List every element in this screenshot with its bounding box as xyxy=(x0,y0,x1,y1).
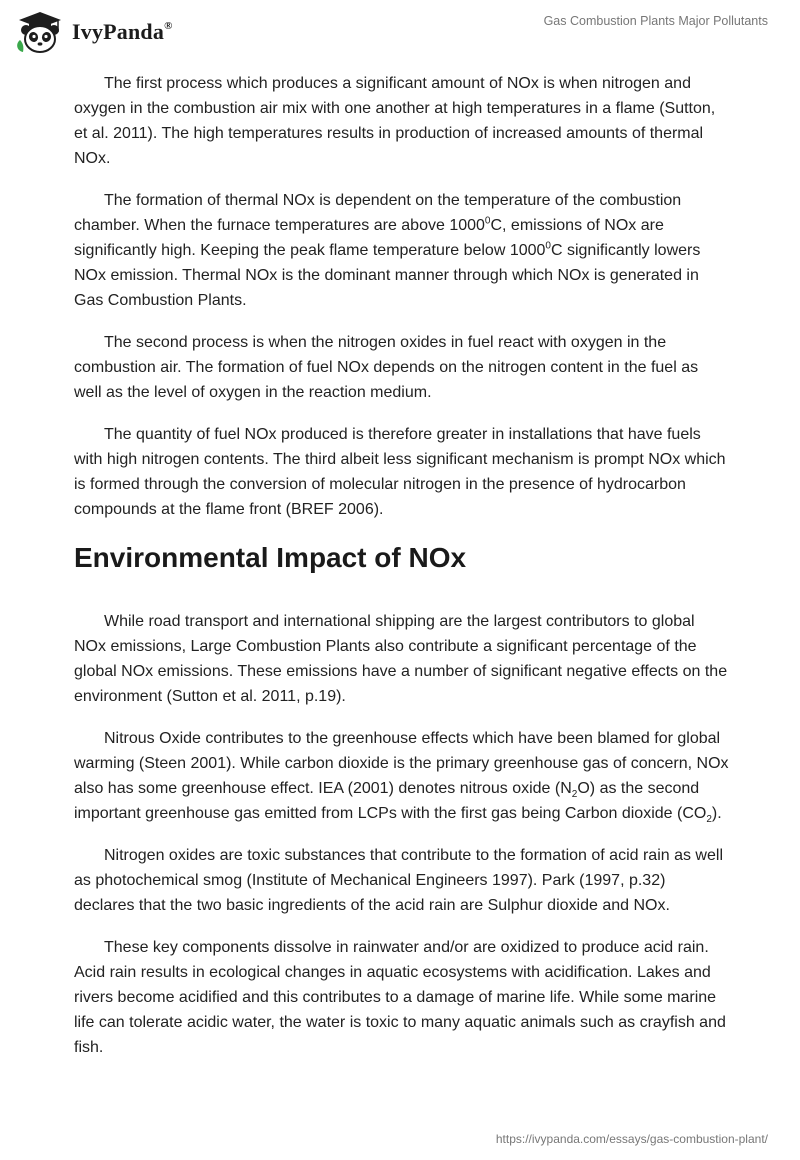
brand-logo[interactable] xyxy=(14,8,173,56)
registered-mark: ® xyxy=(164,19,173,32)
document-title: Gas Combustion Plants Major Pollutants xyxy=(543,14,768,28)
paragraph-1: The first process which produces a significant amount of NOx is when nitrogen and oxygen in the combustion air mix with one another at high temperatures in a flame (Sutton, et al. 2011). The high temperatures results in production of increased amounts of thermal NOx. xyxy=(74,75,716,167)
panda-logo-icon xyxy=(14,10,66,54)
brand-name: IvyPanda® xyxy=(72,19,173,44)
paragraph-8: These key components dissolve in rainwater and/or are oxidized to produce acid rain. Acid rain results in ecological changes in aquatic ecosystems with acidification. Lakes and rivers become acidified and this contributes to a damage of marine life. While some marine life can tolerate acidic water, the water is toxic to many aquatic animals such as crayfish and fish. xyxy=(74,939,726,1056)
paragraph-2: The formation of thermal NOx is dependent on the temperature of the combustion chamber. When the furnace temperatures are above 1000$^0$C, emissions of NOx are significantly high. Keeping the peak flame temperature below 1000$^0$C significantly lowers NOx emission. Thermal NOx is the dominant manner through which NOx is generated in Gas Combustion Plants. xyxy=(74,192,701,309)
section-heading: Environmental Impact of NOx xyxy=(74,542,467,573)
paragraph-4: The quantity of fuel NOx produced is therefore greater in installations that have fuels with high nitrogen contents. The third albeit less significant mechanism is prompt NOx which is formed through the conversion of molecular nitrogen in the presence of hydrocarbon compounds at the flame front (BREF 2006). xyxy=(74,426,726,518)
paragraph-7: Nitrogen oxides are toxic substances that contribute to the formation of acid rain as well as photochemical smog (Institute of Mechanical Engineers 1997). Park (1997, p.32) declares that the two basic ingredients of the acid rain are Sulphur dioxide and NOx. xyxy=(74,847,723,914)
paragraph-3: The second process is when the nitrogen oxides in fuel react with oxygen in the combustion air. The formation of fuel NOx depends on the nitrogen content in the fuel as well as the level of oxygen in the reaction medium. xyxy=(74,334,699,401)
source-url-link[interactable]: https://ivypanda.com/essays/gas-combustion-plant/ xyxy=(495,1132,768,1146)
essay-content xyxy=(74,71,730,1077)
paragraph-5: While road transport and international shipping are the largest contributors to global NOx emissions, Large Combustion Plants also contribute a significant percentage of the global NOx emissions. These emissions have a number of significant negative effects on the environment (Sutton et al. 2011, p.19). xyxy=(74,613,728,705)
paragraph-6: Nitrous Oxide contributes to the greenhouse effects which have been blamed for global warming (Steen 2001). While carbon dioxide is the primary greenhouse gas of concern, NOx also has some greenhouse effect. IEA (2001) denotes nitrous oxide $(N_2O)$ as the second important greenhouse gas emitted from LCPs with the first gas being Carbon dioxide $(CO_2)$. xyxy=(74,730,729,826)
